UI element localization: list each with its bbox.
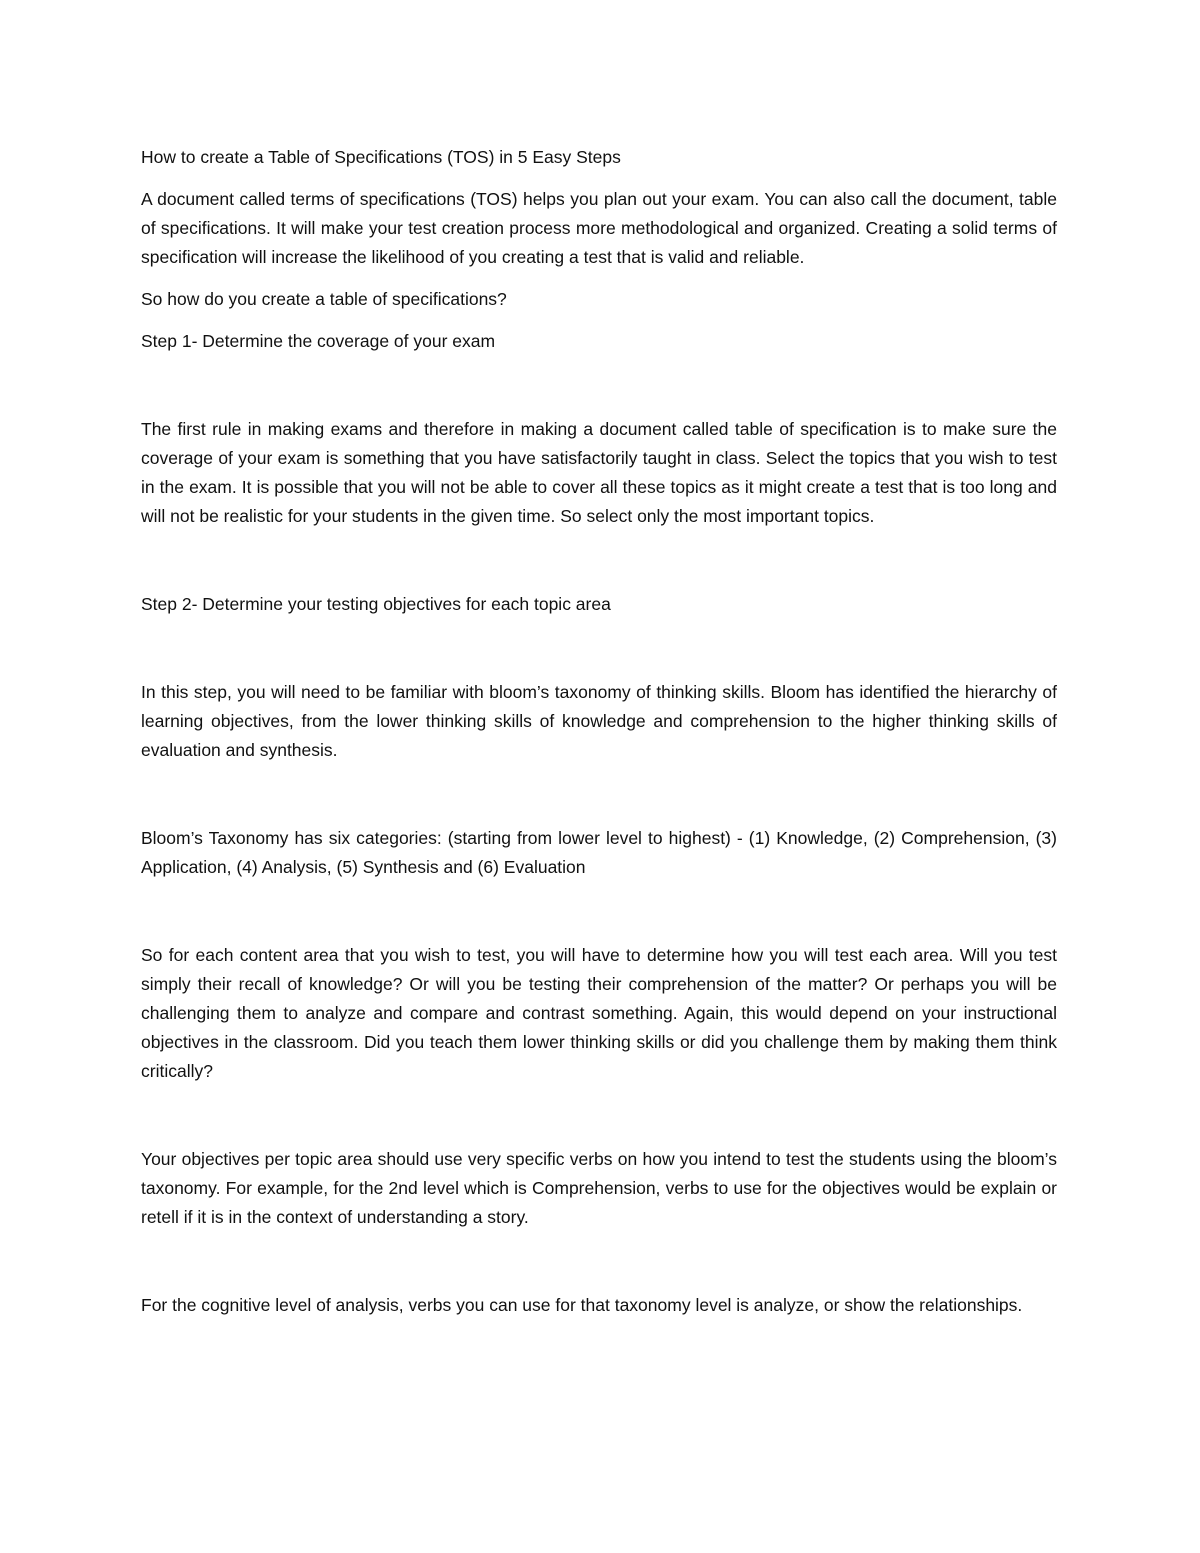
step1-heading: Step 1- Determine the coverage of your exam bbox=[141, 331, 496, 351]
content-area-paragraph: So for each content area that you wish to test, you will have to determine how you will test each area. Will you test simply their recall of knowledge? Or will you be testing their comprehension of the matter? Or perhaps you will be challenging them to analyze and compare and contrast something. Again, this would depend on your instructional objectives in the classroom. Did you teach them lower thinking skills or did you challenge them by making them think critically? bbox=[141, 945, 1057, 1081]
step1-body: The first rule in making exams and therefore in making a document called table of specification is to make sure the coverage of your exam is something that you have satisfactorily taught in class. Select the topics that you wish to test in the exam. It is possible that you will not be able to cover all these topics as it might create a test that is too long and will not be realistic for your students in the given time. So select only the most important topics. bbox=[141, 419, 1057, 526]
document-body bbox=[141, 143, 1057, 1320]
document-title: How to create a Table of Specifications (TOS) in 5 Easy Steps bbox=[141, 147, 621, 167]
question-paragraph: So how do you create a table of specifications? bbox=[141, 289, 507, 309]
step2-body: In this step, you will need to be familiar with bloom’s taxonomy of thinking skills. Bloom has identified the hierarchy of learning objectives, from the lower thinking skills of knowledge and comprehension to the higher thinking skills of evaluation and synthesis. bbox=[141, 682, 1057, 760]
bloom-categories-paragraph: Bloom’s Taxonomy has six categories: (starting from lower level to highest) - (1) Knowledge, (2) Comprehension, (3) Application, (4) Analysis, (5) Synthesis and (6) Evaluation bbox=[141, 828, 1057, 877]
step2-heading: Step 2- Determine your testing objectives for each topic area bbox=[141, 594, 611, 614]
intro-paragraph: A document called terms of specifications (TOS) helps you plan out your exam. You can also call the document, table of specifications. It will make your test creation process more methodological and organized. Creating a solid terms of specification will increase the likelihood of you creating a test that is valid and reliable. bbox=[141, 189, 1057, 267]
analysis-level-paragraph: For the cognitive level of analysis, verbs you can use for that taxonomy level is analyze, or show the relationships. bbox=[141, 1295, 1023, 1315]
objectives-verbs-paragraph: Your objectives per topic area should use very specific verbs on how you intend to test the students using the bloom’s taxonomy. For example, for the 2nd level which is Comprehension, verbs to use for the objectives would be explain or retell if it is in the context of understanding a story. bbox=[141, 1149, 1057, 1227]
